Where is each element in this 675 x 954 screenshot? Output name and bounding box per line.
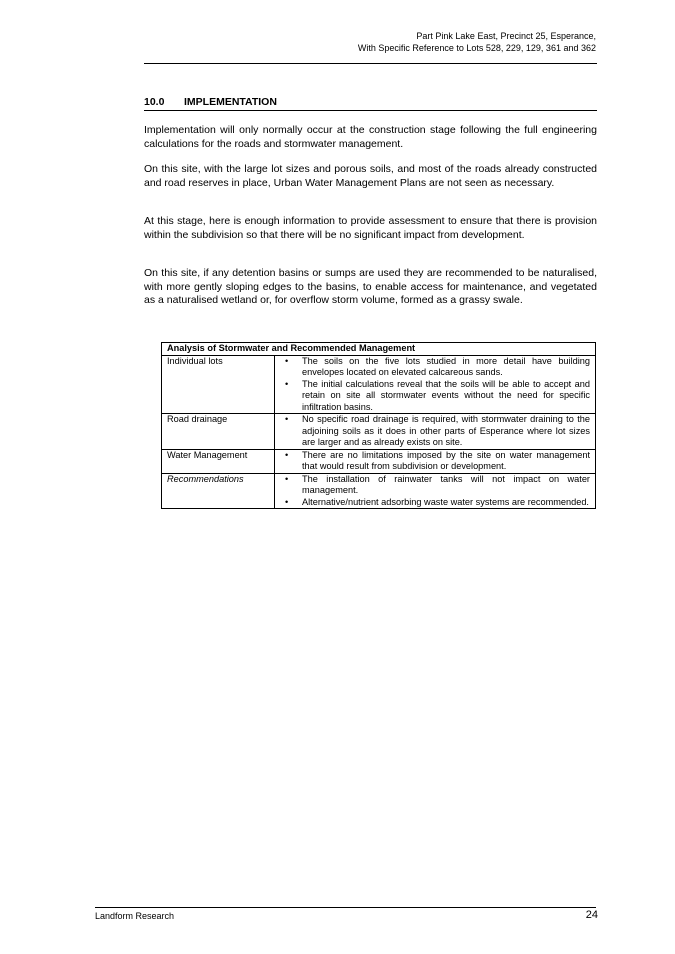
bullet-item: • There are no limitations imposed by the site on water management that would result from subdivision or development. bbox=[280, 450, 590, 473]
paragraph-1: Implementation will only normally occur at the construction stage following the full engineering calculations for the roads and stormwater management. bbox=[144, 124, 597, 150]
row-label: Recommendations bbox=[162, 473, 275, 509]
bullet-item: • The initial calculations reveal that the soils will be able to accept and retain on site all stormwater events without the need for specific infiltration basins. bbox=[280, 379, 590, 414]
row-content bbox=[275, 355, 596, 414]
table-row bbox=[162, 355, 596, 414]
page-number: 24 bbox=[585, 909, 598, 921]
stormwater-management-table bbox=[161, 342, 596, 509]
table-title: Analysis of Stormwater and Recommended Management bbox=[162, 343, 596, 356]
footer-rule bbox=[95, 907, 596, 908]
row-content bbox=[275, 414, 596, 450]
paragraph-3: At this stage, here is enough information to provide assessment to ensure that there is provision within the subdivision so that there will be no significant impact from development. bbox=[144, 215, 597, 241]
section-title: IMPLEMENTATION bbox=[184, 96, 277, 108]
header-line-1: Part Pink Lake East, Precinct 25, Esperance, bbox=[416, 31, 596, 41]
bullet-item: • No specific road drainage is required, with stormwater draining to the adjoining soils as it does in other parts of Esperance where lot sizes are larger and as already exists on site. bbox=[280, 414, 590, 449]
row-content bbox=[275, 473, 596, 509]
footer-company: Landform Research bbox=[95, 911, 175, 921]
paragraph-4: On this site, if any detention basins or sumps are used they are recommended to be naturalised, with more gently sloping edges to the basins, to enable access for maintenance, and vegetated as a naturalised wetland or, for overflow storm volume, formed as a grassy swale. bbox=[144, 267, 597, 306]
table-row bbox=[162, 449, 596, 473]
section-number: 10.0 bbox=[144, 96, 165, 108]
section-heading bbox=[144, 96, 597, 111]
page-header bbox=[144, 30, 596, 54]
paragraph-2: On this site, with the large lot sizes and porous soils, and most of the roads already constructed and road reserves in place, Urban Water Management Plans are not seen as necessary. bbox=[144, 163, 597, 189]
header-line-2: With Specific Reference to Lots 528, 229, 129, 361 and 362 bbox=[357, 43, 596, 53]
table-row bbox=[162, 473, 596, 509]
bullet-item: • Alternative/nutrient adsorbing waste water systems are recommended. bbox=[280, 497, 590, 509]
table-row bbox=[162, 414, 596, 450]
bullet-item: • The soils on the five lots studied in more detail have building envelopes located on elevated calcareous sands. bbox=[280, 356, 590, 379]
row-label: Individual lots bbox=[162, 355, 275, 414]
row-label: Road drainage bbox=[162, 414, 275, 450]
header-rule bbox=[144, 63, 597, 64]
row-label: Water Management bbox=[162, 449, 275, 473]
row-content bbox=[275, 449, 596, 473]
bullet-item: • The installation of rainwater tanks will not impact on water management. bbox=[280, 474, 590, 497]
